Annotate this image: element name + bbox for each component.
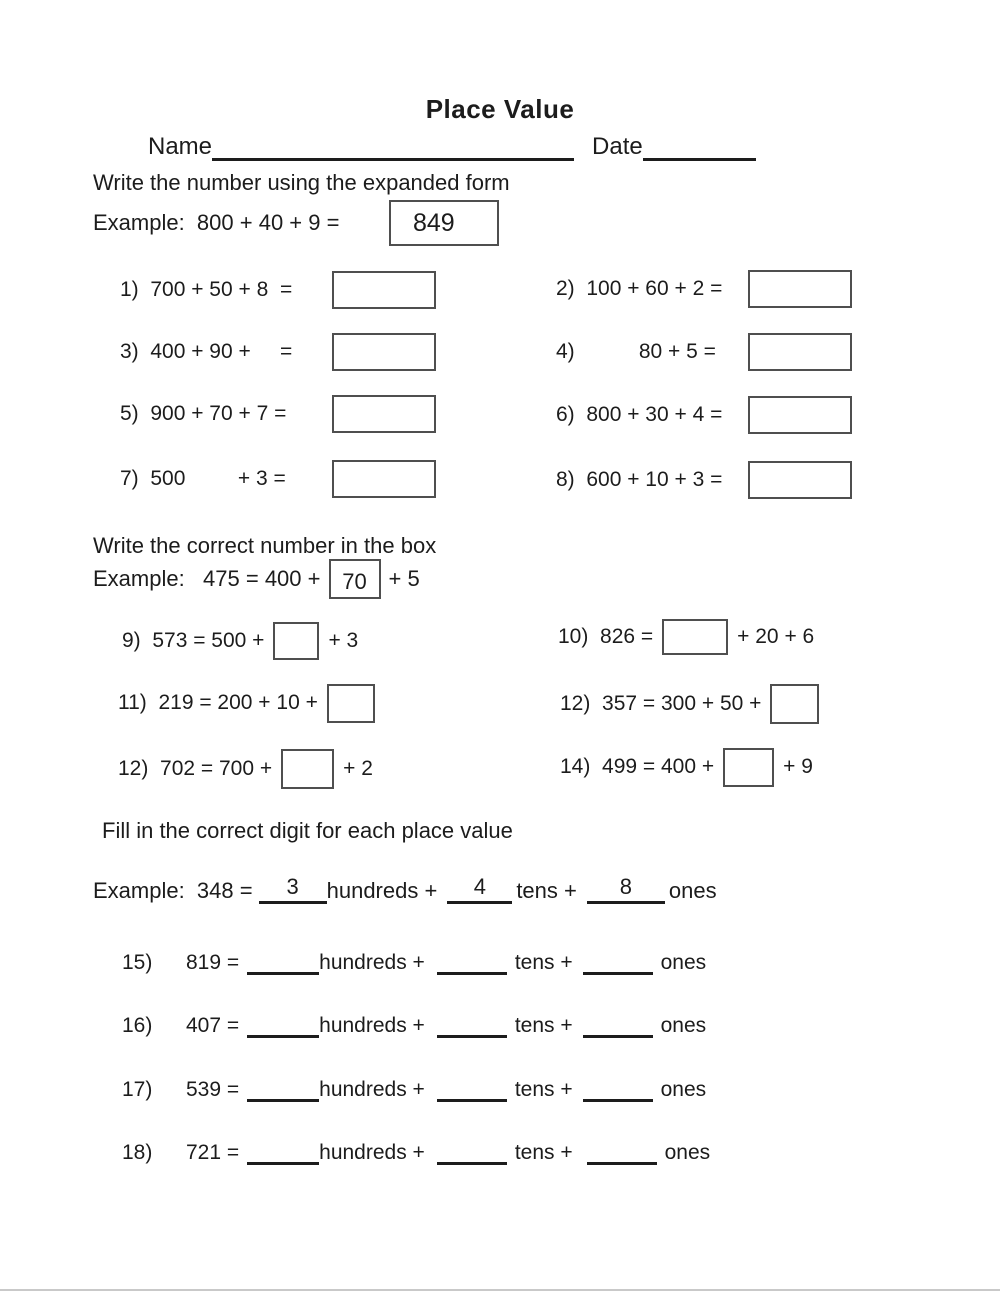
problem-7-answer-box[interactable]: [332, 460, 436, 498]
section2-example: [93, 558, 420, 600]
problem-16-hundreds-blank[interactable]: [247, 1009, 319, 1038]
unit-ones: ones: [664, 1141, 711, 1164]
problem-18: [122, 1131, 710, 1165]
problem-16: [122, 1004, 706, 1038]
unit-ones: ones: [660, 1078, 707, 1101]
problem-12-before: 12) 357 = 300 + 50 +: [560, 692, 762, 715]
problem-17-hundreds-blank[interactable]: [247, 1073, 319, 1102]
section3-instruction: Fill in the correct digit for each place value: [102, 818, 513, 843]
problem-18-hundreds-blank[interactable]: [247, 1136, 319, 1165]
page-title: Place Value: [425, 94, 575, 124]
unit-hundreds: hundreds +: [326, 878, 438, 903]
problem-2-text: 2) 100 + 60 + 2 =: [556, 277, 723, 300]
problem-3-text: 3) 400 + 90 + =: [120, 340, 293, 363]
problem-3-answer-box[interactable]: [332, 333, 436, 371]
problem-18-ones-blank[interactable]: [587, 1136, 657, 1165]
problem-5-answer-box[interactable]: [332, 395, 436, 433]
unit-ones: ones: [668, 878, 717, 903]
section3-example-label: Example: 348 =: [93, 878, 253, 903]
problem-8-text: 8) 600 + 10 + 3 =: [556, 468, 723, 491]
problem-15-tens-blank[interactable]: [437, 946, 507, 975]
problem-6-answer-box[interactable]: [748, 396, 852, 434]
problem-14-answer-box[interactable]: [723, 748, 774, 787]
date-label: Date: [592, 133, 643, 160]
example-answer: 849: [413, 208, 455, 237]
problem-18-label: 18): [122, 1141, 153, 1164]
problem-9-answer-box[interactable]: [273, 622, 319, 660]
problem-2-answer-box[interactable]: [748, 270, 852, 308]
section1-instruction: Write the number using the expanded form: [93, 170, 510, 195]
problem-7-text: 7) 500 + 3 =: [120, 467, 286, 490]
problem-12b-after: + 2: [343, 756, 373, 780]
problem-15-label: 15): [122, 951, 153, 974]
unit-hundreds: hundreds +: [319, 1014, 425, 1037]
problem-12: [560, 683, 819, 725]
problem-10-answer-box[interactable]: [662, 619, 728, 655]
section2-example-before: Example: 475 = 400 +: [93, 566, 321, 591]
problem-10: [558, 617, 814, 657]
section2-example-box: [329, 559, 381, 599]
example-answer-box: [389, 200, 499, 246]
name-label: Name: [148, 133, 213, 160]
problem-17-ones-blank[interactable]: [583, 1073, 653, 1102]
unit-tens: tens +: [514, 1141, 573, 1164]
problem-16-number: 407 =: [186, 1014, 240, 1037]
problem-16-tens-blank[interactable]: [437, 1009, 507, 1038]
problem-8: [556, 461, 852, 499]
problem-8-answer-box[interactable]: [748, 461, 852, 499]
problem-16-label: 16): [122, 1014, 153, 1037]
unit-tens: tens +: [514, 1014, 573, 1037]
problem-3: [120, 333, 436, 371]
problem-4-text: 4) 80 + 5 =: [556, 340, 716, 363]
example-tens-digit: 4: [473, 874, 486, 899]
problem-6: [556, 396, 852, 434]
unit-tens: tens +: [514, 1078, 573, 1101]
problem-1-text: 1) 700 + 50 + 8 =: [120, 278, 293, 301]
problem-11-before: 11) 219 = 200 + 10 +: [118, 691, 318, 714]
unit-tens: tens +: [514, 951, 573, 974]
example-ones-digit: 8: [619, 874, 632, 899]
unit-hundreds: hundreds +: [319, 1078, 425, 1101]
problem-17: [122, 1068, 706, 1102]
example-hundreds-blank: [259, 875, 327, 904]
problem-10-after: + 20 + 6: [737, 625, 815, 648]
section3-example: [93, 872, 717, 904]
problem-18-tens-blank[interactable]: [437, 1136, 507, 1165]
unit-hundreds: hundreds +: [319, 1141, 425, 1164]
problem-2: [556, 270, 852, 308]
problem-6-text: 6) 800 + 30 + 4 =: [556, 403, 723, 426]
unit-hundreds: hundreds +: [319, 951, 425, 974]
section2-example-value: 70: [342, 569, 367, 594]
problem-9-after: + 3: [328, 629, 359, 652]
unit-ones: ones: [660, 951, 707, 974]
problem-11-answer-box[interactable]: [327, 684, 375, 723]
unit-ones: ones: [660, 1014, 707, 1037]
problem-18-number: 721 =: [186, 1141, 240, 1164]
problem-4: [556, 333, 852, 371]
example-expression: Example: 800 + 40 + 9 =: [93, 210, 340, 235]
name-blank-line[interactable]: [212, 130, 574, 161]
problem-1-answer-box[interactable]: [332, 271, 436, 309]
problem-10-before: 10) 826 =: [558, 625, 654, 648]
problem-17-number: 539 =: [186, 1078, 240, 1101]
date-blank-line[interactable]: [643, 130, 756, 161]
section2-example-after: + 5: [388, 566, 420, 591]
problem-15-number: 819 =: [186, 951, 240, 974]
unit-tens: tens +: [516, 878, 577, 903]
problem-14: [560, 747, 813, 787]
problem-12b-answer-box[interactable]: [281, 749, 334, 789]
example-ones-blank: [587, 875, 665, 904]
problem-17-label: 17): [122, 1078, 153, 1101]
name-date-row: [148, 130, 756, 161]
problem-15-hundreds-blank[interactable]: [247, 946, 319, 975]
problem-12b: [118, 748, 373, 789]
problem-9: [122, 621, 358, 661]
problem-9-before: 9) 573 = 500 +: [122, 629, 265, 652]
problem-16-ones-blank[interactable]: [583, 1009, 653, 1038]
problem-17-tens-blank[interactable]: [437, 1073, 507, 1102]
problem-14-after: + 9: [783, 755, 813, 778]
problem-15-ones-blank[interactable]: [583, 946, 653, 975]
problem-12-answer-box[interactable]: [770, 684, 819, 724]
problem-12b-before: 12) 702 = 700 +: [118, 756, 273, 780]
problem-4-answer-box[interactable]: [748, 333, 852, 371]
problem-5: [120, 395, 436, 433]
problem-5-text: 5) 900 + 70 + 7 =: [120, 402, 287, 425]
section1-example: [93, 200, 499, 246]
example-tens-blank: [447, 875, 512, 904]
problem-11: [118, 683, 375, 723]
section2-instruction: Write the correct number in the box: [93, 533, 437, 558]
problem-7: [120, 460, 436, 498]
problem-14-before: 14) 499 = 400 +: [560, 755, 715, 778]
example-hundreds-digit: 3: [286, 874, 299, 899]
problem-1: [120, 271, 436, 309]
problem-15: [122, 941, 706, 975]
